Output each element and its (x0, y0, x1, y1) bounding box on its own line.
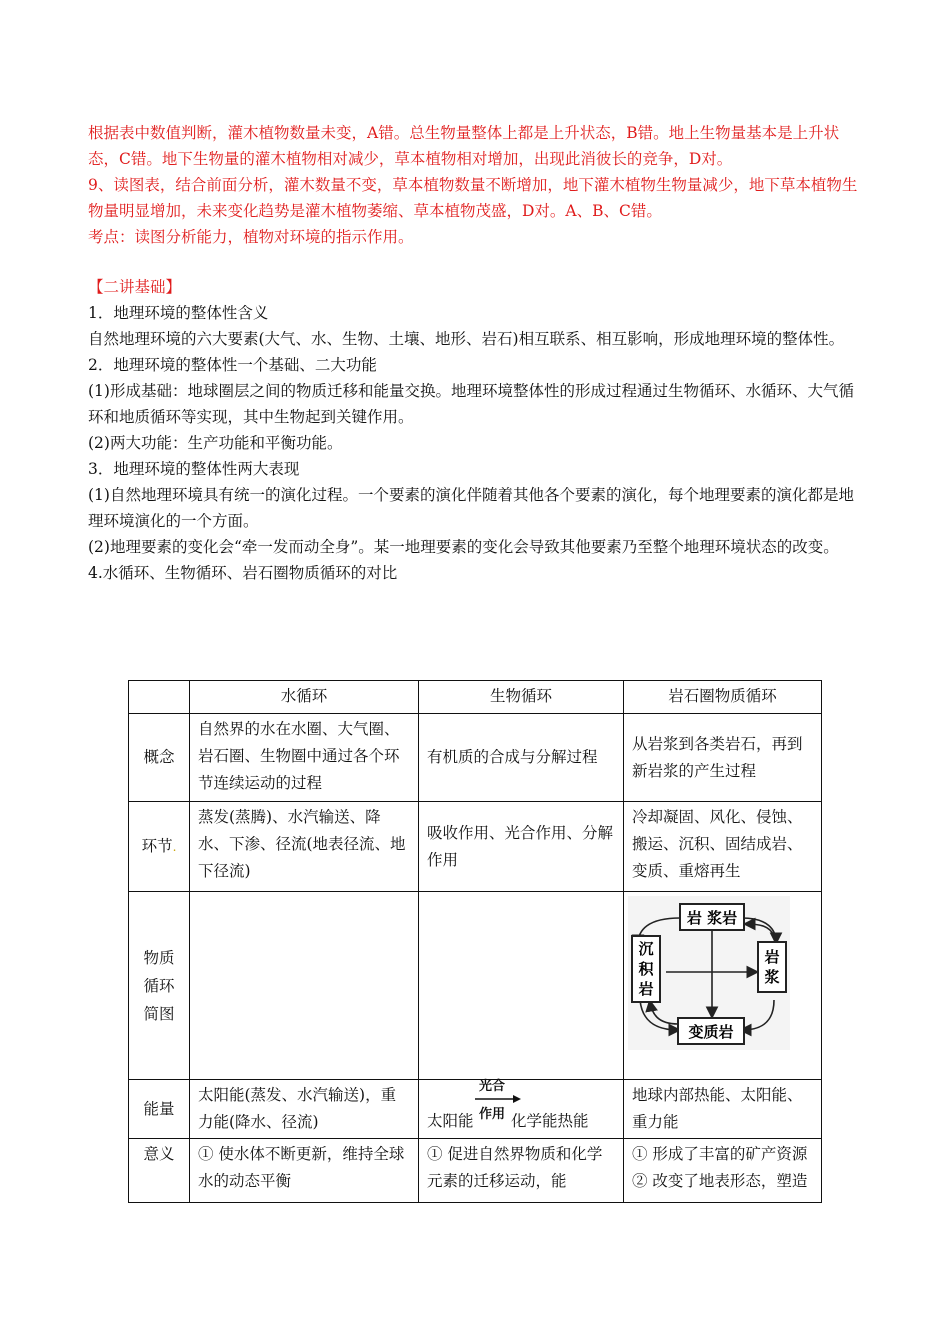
cell-meaning-bio: ① 促进自然界物质和化学元素的迁移运动，能 (419, 1139, 624, 1203)
row-label-energy: 能量 (129, 1080, 190, 1139)
section-item: (1)形成基础：地球圈层之间的物质迁移和能量交换。地理环境整体性的形成过程通过生物循环、水循环、大气循环和地质循环等实现，其中生物起到关键作用。 (88, 382, 854, 426)
cell-diagram-bio (419, 892, 624, 1080)
cell-energy-rock: 地球内部热能、太阳能、重力能 (624, 1080, 822, 1139)
section-item: 自然地理环境的六大要素(大气、水、生物、土壤、地形、岩石)相互联系、相互影响，形成地理环境的整体性。 (88, 330, 845, 348)
node-magma: 岩浆 (764, 948, 780, 986)
cell-concept-bio: 有机质的合成与分解过程 (419, 714, 624, 802)
page-body (88, 120, 868, 586)
answer-paragraph-2: 9、读图表，结合前面分析，灌木数量不变，草本植物数量不断增加，地下灌木植物生物量减少，地下草本植物生物量明显增加，未来变化趋势是灌木植物萎缩、草本植物茂盛，D对。A、B、C错。 (88, 176, 858, 220)
cell-concept-water: 自然界的水在水圈、大气圈、岩石圈、生物圈中通过各个环节连续运动的过程 (190, 714, 419, 802)
cell-link-rock: 冷却凝固、风化、侵蚀、搬运、沉积、固结成岩、变质、重熔再生 (624, 802, 822, 892)
table-row-link (129, 802, 822, 892)
section-item: (2)地理要素的变化会“牵一发而动全身”。某一地理要素的变化会导致其他要素乃至整个地理环境状态的改变。 (88, 538, 839, 556)
cell-diagram-water (190, 892, 419, 1080)
dot-mark-icon: . (172, 839, 177, 854)
cell-concept-rock: 从岩浆到各类岩石，再到新岩浆的产生过程 (624, 714, 822, 802)
right-arrow-icon (475, 1094, 521, 1104)
table-header-row (129, 681, 822, 714)
table-row-meaning (129, 1139, 822, 1203)
answer-paragraph-1: 根据表中数值判断，灌木植物数量未变，A错。总生物量整体上都是上升状态，B错。地上生物量基本是上升状态，C错。地下生物量的灌木植物相对减少，草本植物相对增加，出现此消彼长的竞争，D对。 (88, 124, 840, 168)
cell-energy-water: 太阳能(蒸发、水汽输送)，重力能(降水、径流) (190, 1080, 419, 1139)
section-heading: 【二讲基础】 (88, 278, 182, 296)
arrow-label-bottom: 作用 (479, 1107, 506, 1122)
table-header-rock: 岩石圈物质循环 (624, 681, 822, 714)
answer-paragraph-3: 考点：读图分析能力，植物对环境的指示作用。 (88, 228, 414, 246)
cell-energy-bio (419, 1080, 624, 1139)
cell-meaning-rock: ① 形成了丰富的矿产资源 ② 改变了地表形态，塑造 (624, 1139, 822, 1203)
section-item: (1)自然地理环境具有统一的演化过程。一个要素的演化伴随着其他各个要素的演化，每个地理要素的演化都是地理环境演化的一个方面。 (88, 486, 854, 530)
table-header-bio: 生物循环 (419, 681, 624, 714)
comparison-table (128, 680, 822, 1203)
section-item: (2)两大功能：生产功能和平衡功能。 (88, 434, 343, 452)
section-item: 3．地理环境的整体性两大表现 (88, 460, 300, 478)
table-row-concept (129, 714, 822, 802)
rock-cycle-diagram (628, 896, 790, 1050)
cell-link-bio: 吸收作用、光合作用、分解作用 (419, 802, 624, 892)
cell-link-water: 蒸发(蒸腾)、水汽输送、降水、下渗、径流(地表径流、地下径流) (190, 802, 419, 892)
energy-source: 太阳能 (427, 1112, 474, 1130)
table-row-energy (129, 1080, 822, 1139)
node-sedimentary: 沉积岩 (638, 940, 654, 998)
cell-meaning-water: ① 使水体不断更新，维持全球水的动态平衡 (190, 1139, 419, 1203)
row-label-link-text: 环节 (141, 836, 173, 855)
arrow-label-top: 光合 (479, 1079, 506, 1094)
node-igneous: 岩 浆岩 (686, 909, 738, 927)
row-label-meaning: 意义 (129, 1139, 190, 1203)
cell-diagram-rock (624, 892, 822, 1080)
section-item: 2．地理环境的整体性一个基础、二大功能 (88, 356, 377, 374)
node-metamorphic: 变质岩 (688, 1023, 734, 1041)
table-header-water: 水循环 (190, 681, 419, 714)
energy-target: 化学能热能 (511, 1112, 589, 1130)
table-header-empty (129, 681, 190, 714)
row-label-diagram: 物质循环简图 (129, 892, 190, 1080)
row-label-concept: 概念 (129, 714, 190, 802)
energy-bio-formula (427, 1079, 615, 1136)
table-row-diagram (129, 892, 822, 1080)
section-item: 1．地理环境的整体性含义 (88, 304, 269, 322)
row-label-link (129, 802, 190, 892)
section-item: 4.水循环、生物循环、岩石圈物质循环的对比 (88, 564, 398, 582)
